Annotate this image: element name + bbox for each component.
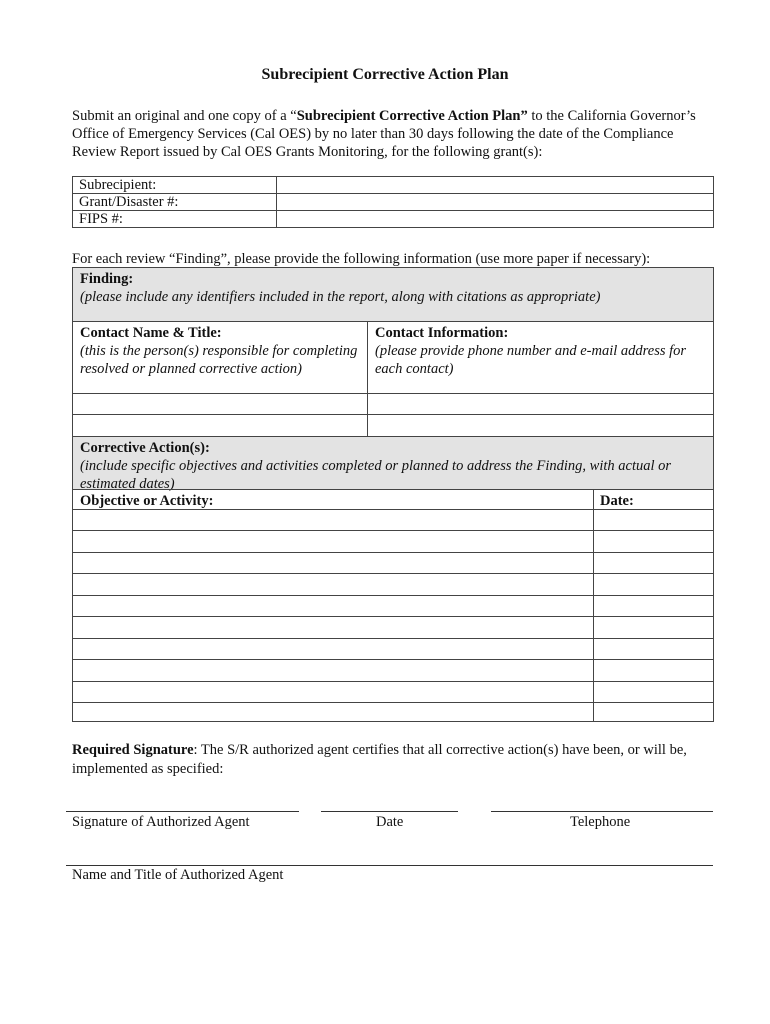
grant-disaster-label: Grant/Disaster #:: [73, 194, 277, 211]
contact-info-hint: (please provide phone number and e-mail address for each contact): [375, 343, 687, 377]
subrecipient-field[interactable]: [277, 177, 714, 194]
corrective-action-hint: (include specific objectives and activities completed or planned to address the Finding, with actual or estimated dates): [80, 458, 672, 492]
required-signature-bold: Required Signature: [72, 742, 194, 758]
objective-table: [72, 489, 714, 722]
telephone-label: Telephone: [570, 814, 631, 830]
required-signature-text: : The S/R authorized agent certifies that all corrective action(s) have been, or will be, implemented as specified:: [72, 742, 687, 777]
finding-label: Finding:: [80, 271, 134, 287]
date-entry[interactable]: [594, 553, 713, 573]
contact-info-entry[interactable]: [368, 394, 713, 414]
grant-info-table: [72, 176, 714, 228]
contact-info-entry[interactable]: [368, 415, 713, 436]
signature-label: Signature of Authorized Agent: [72, 814, 250, 830]
date-entry[interactable]: [594, 682, 713, 702]
objective-entry[interactable]: [73, 660, 593, 681]
corrective-action-section: [72, 436, 714, 490]
objective-entry[interactable]: [73, 596, 593, 616]
subrecipient-label: Subrecipient:: [73, 177, 277, 194]
date-label: Date: [376, 814, 404, 830]
objective-header: Objective or Activity:: [80, 493, 214, 509]
date-entry[interactable]: [594, 703, 713, 721]
date-entry[interactable]: [594, 574, 713, 595]
each-finding-instructions: For each review “Finding”, please provide the following information (use more paper if necessary):: [72, 251, 651, 267]
intro-text-before: Submit an original and one copy of a “: [72, 108, 297, 124]
required-signature-statement: [72, 741, 702, 779]
grant-row-disaster: [73, 194, 714, 211]
date-entry[interactable]: [594, 639, 713, 659]
finding-hint: (please include any identifiers included in the report, along with citations as appropriate): [80, 289, 601, 305]
name-title-line[interactable]: [66, 865, 713, 866]
objective-entry[interactable]: [73, 531, 593, 552]
signature-line[interactable]: [66, 811, 299, 812]
contact-name-entry[interactable]: [73, 415, 367, 436]
contact-section: [72, 321, 714, 437]
intro-paragraph: [72, 107, 702, 161]
contact-info-label: Contact Information:: [375, 325, 509, 341]
objective-entry[interactable]: [73, 574, 593, 595]
grant-row-fips: [73, 211, 714, 228]
fips-field[interactable]: [277, 211, 714, 228]
objective-entry[interactable]: [73, 617, 593, 638]
objective-entry[interactable]: [73, 682, 593, 702]
telephone-line[interactable]: [491, 811, 713, 812]
contact-name-entry[interactable]: [73, 394, 367, 414]
finding-section[interactable]: [72, 267, 714, 322]
date-entry[interactable]: [594, 596, 713, 616]
objective-entry[interactable]: [73, 553, 593, 573]
grant-row-subrecipient: [73, 177, 714, 194]
objective-entry[interactable]: [73, 639, 593, 659]
contact-name-hint: (this is the person(s) responsible for completing resolved or planned corrective action): [80, 343, 358, 377]
fips-label: FIPS #:: [73, 211, 277, 228]
contact-info-cell: [368, 322, 714, 380]
date-line[interactable]: [321, 811, 458, 812]
date-entry[interactable]: [594, 510, 713, 530]
name-title-label: Name and Title of Authorized Agent: [72, 867, 284, 883]
corrective-action-label: Corrective Action(s):: [80, 440, 210, 456]
date-entry[interactable]: [594, 660, 713, 681]
grant-disaster-field[interactable]: [277, 194, 714, 211]
intro-text-after: to the California Governor’s Office of Emergency Services (Cal OES) by no later than 30 days following the date of the Compliance Review Report issued by Cal OES Grants Monitoring, for the following grant(s):: [72, 108, 696, 160]
objective-entry[interactable]: [73, 703, 593, 721]
contact-name-label: Contact Name & Title:: [80, 325, 222, 341]
objective-entry[interactable]: [73, 510, 593, 530]
page-title: Subrecipient Corrective Action Plan: [261, 66, 509, 83]
date-entry[interactable]: [594, 617, 713, 638]
date-header: Date:: [600, 493, 634, 509]
contact-name-cell: [73, 322, 367, 380]
intro-text-bold: Subrecipient Corrective Action Plan”: [296, 108, 528, 124]
date-entry[interactable]: [594, 531, 713, 552]
